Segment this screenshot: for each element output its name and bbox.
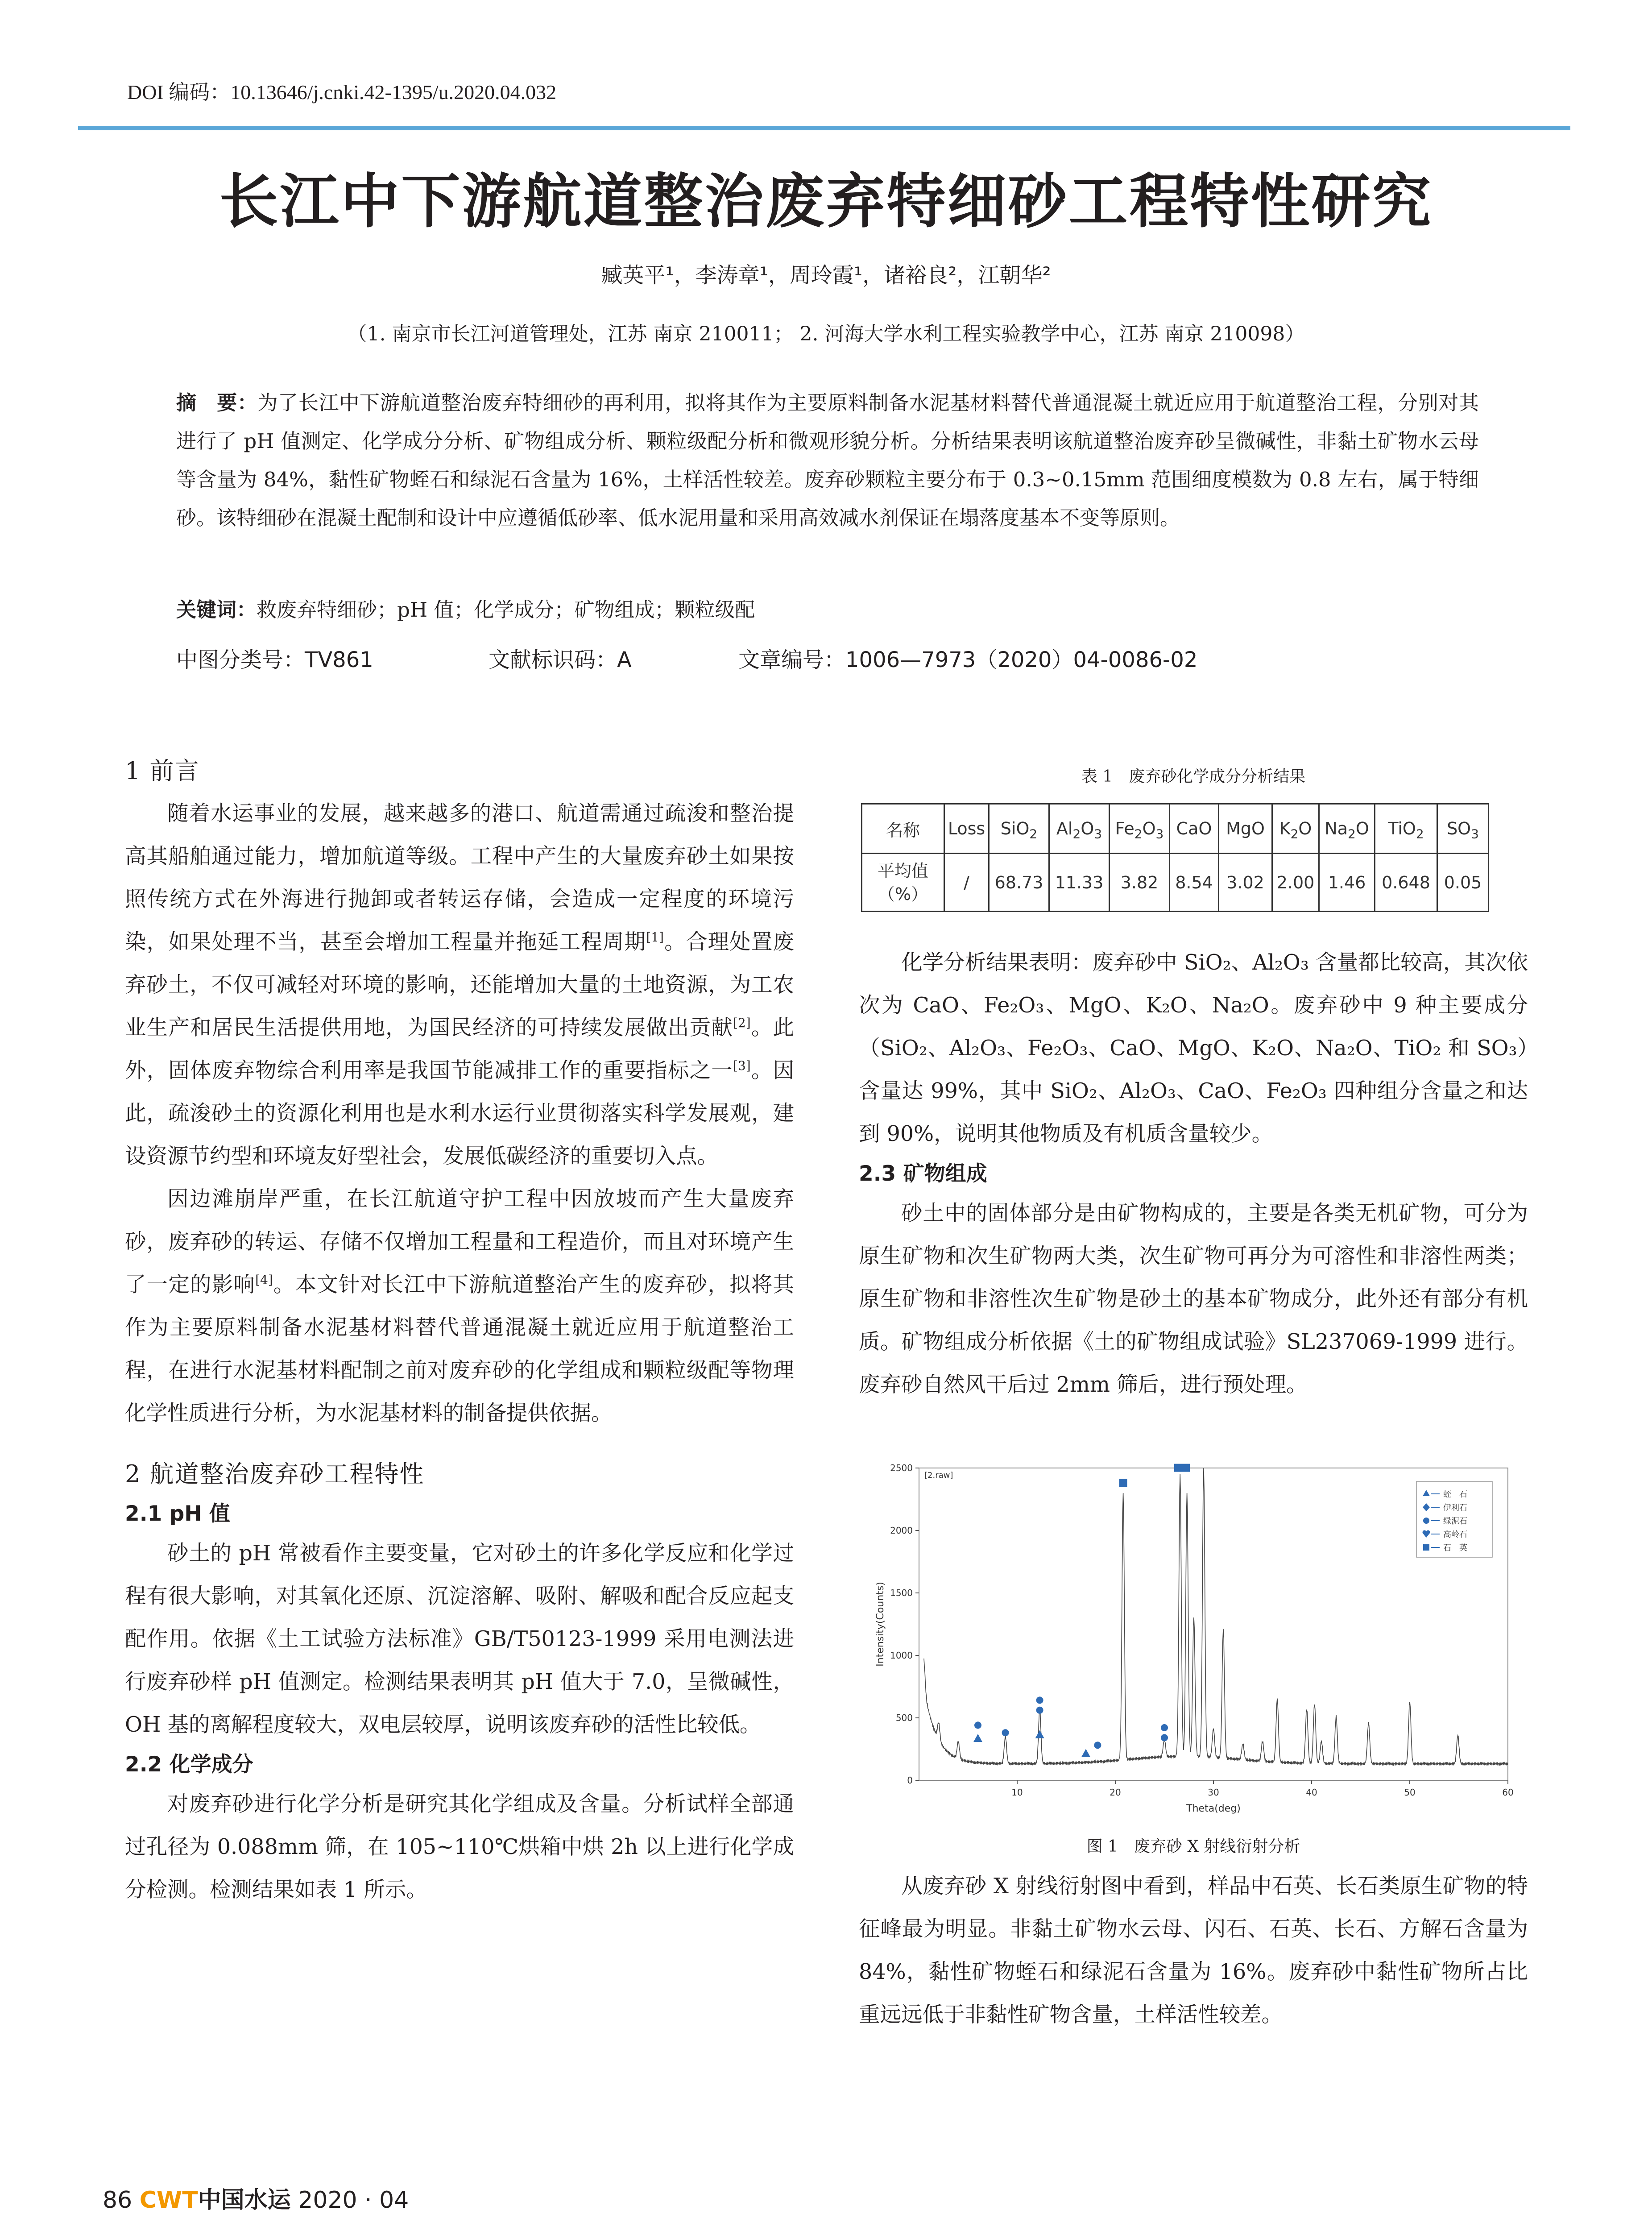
table-header-cell: SiO$_2$ (989, 804, 1049, 854)
xrd-chart (865, 1455, 1526, 1820)
citation-2[interactable]: [2] (733, 1016, 751, 1031)
x-tick-label: 60 (1502, 1787, 1514, 1798)
phase-marker (1174, 1464, 1182, 1472)
phase-marker (1182, 1464, 1190, 1472)
right-column (859, 941, 1528, 1406)
paper-title: 长江中下游航道整治废弃特细砂工程特性研究 (219, 167, 1433, 236)
after-figure-paragraph-wrap (859, 1865, 1528, 2036)
affiliations: （1. 南京市长江河道管理处，江苏 南京 210011； 2. 河海大学水利工程实验教学中心，江苏 南京 210098） (347, 323, 1305, 345)
figure-1-caption: 图 1 废弃砂 X 射线衍射分析 (1086, 1837, 1300, 1856)
table-header-cell: $SO_3$ (1437, 804, 1489, 854)
table-1 (861, 803, 1489, 912)
table-header-cell: 名称 (862, 804, 944, 854)
x-tick-label: 20 (1110, 1787, 1121, 1798)
x-tick-label: 30 (1208, 1787, 1219, 1798)
legend-label: 绿泥石 (1443, 1517, 1467, 1526)
legend-label: 高岭石 (1443, 1530, 1467, 1539)
table-header-row (862, 804, 1489, 854)
table-header-cell: MgO (1219, 804, 1272, 854)
citation-3[interactable]: [3] (733, 1058, 751, 1074)
table-cell: 8.54 (1170, 854, 1219, 912)
table-cell: 11.33 (1049, 854, 1110, 912)
table-header-cell: $Fe_2O_3$ (1110, 804, 1170, 854)
abstract-label: 摘 要： (176, 391, 258, 415)
table-cell: / (944, 854, 989, 912)
y-axis-label: Intensity(Counts) (875, 1582, 886, 1667)
clc-number: 中图分类号：TV861 (176, 647, 373, 672)
phase-marker (1035, 1730, 1044, 1738)
y-tick-label: 0 (907, 1775, 913, 1786)
section-2-2-heading: 2.2 化学成分 (125, 1752, 253, 1777)
page-number: 86 (103, 2187, 132, 2214)
phase-marker (1002, 1729, 1009, 1736)
journal-logo: CWT (139, 2187, 198, 2214)
section-2-1-heading: 2.1 pH 值 (125, 1501, 230, 1526)
left-column (125, 750, 794, 1912)
legend-marker (1423, 1544, 1429, 1551)
section-1-paragraph-1: 随着水运事业的发展，越来越多的港口、航道需通过疏浚和整治提高其船舶通过能力，增加航道等级。工程中产生的大量废弃砂土如果按照传统方式在外海进行抛卸或者转运存储，会造成一定程度的环境污染，如果处理不当，甚至会增加工程量并拖延工程周期[1]。合理处置废弃砂土，不仅可减轻对环境的影响，还能增加大量的土地资源，为工农业生产和居民生活提供用地，为国民经济的可持续发展做出贡献[2]。此外，固体废弃物综合利用率是我国节能减排工作的重要指标之一[3]。因此，疏浚砂土的资源化利用也是水利水运行业贯彻落实科学发展观，建设资源节约型和环境友好型社会，发展低碳经济的重要切入点。 (125, 801, 795, 1169)
table-row-label: 平均值 （%） (862, 854, 944, 912)
y-tick-label: 1500 (890, 1588, 913, 1598)
panel-tag: [2.raw] (924, 1471, 953, 1480)
x-tick-label: 40 (1306, 1787, 1317, 1798)
table-header-cell: Loss (944, 804, 989, 854)
y-tick-label: 2000 (890, 1525, 913, 1536)
table-cell: 0.648 (1375, 854, 1437, 912)
abstract-text: 为了长江中下游航道整治废弃特细砂的再利用，拟将其作为主要原料制备水泥基材料替代普通混凝土就近应用于航道整治工程，分别对其进行了 pH 值测定、化学成分分析、矿物组成分析、颗粒级配分析和微观形貌分析。分析结果表明该航道整治废弃砂呈微碱性，非黏土矿物水云母等含量为 84%，黏性矿物蛭石和绿泥石含量为 16%，土样活性较差。废弃砂颗粒主要分布于 0.3~0.15mm 范围细度模数为 0.8 左右，属于特细砂。该特细砂在混凝土配制和设计中应遵循低砂率、低水泥用量和采用高效减水剂保证在塌落度基本不变等原则。 (176, 391, 1479, 530)
table-header-cell: CaO (1170, 804, 1219, 854)
legend-label: 伊利石 (1443, 1503, 1467, 1513)
header-rule (78, 126, 1570, 130)
section-1-paragraph-2: 因边滩崩岸严重，在长江航道守护工程中因放坡而产生大量废弃砂，废弃砂的转运、存储不仅增加工程量和工程造价，而且对环境产生了一定的影响[4]。本文针对长江中下游航道整治产生的废弃砂，拟将其作为主要原料制备水泥基材料替代普通混凝土就近应用于航道整治工程，在进行水泥基材料配制之前对废弃砂的化学组成和颗粒级配等物理化学性质进行分析，为水泥基材料的制备提供依据。 (125, 1187, 795, 1426)
after-figure-paragraph: 从废弃砂 X 射线衍射图中看到，样品中石英、长石类原生矿物的特征峰最为明显。非黏土矿物水云母、闪石、石英、长石、方解石含量为 84%，黏性矿物蛭石和绿泥石含量为 16%。废弃砂中黏性矿物所占比重远远低于非黏性矿物含量，土样活性较差。 (859, 1874, 1528, 2027)
legend-label: 石 英 (1443, 1543, 1467, 1553)
section-2-3-paragraph: 砂土中的固体部分是由矿物构成的，主要是各类无机矿物，可分为原生矿物和次生矿物两大类，次生矿物可再分为可溶性和非溶性两类；原生矿物和非溶性次生矿物是砂土的基本矿物成分，此外还有部分有机质。矿物组成分析依据《土的矿物组成试验》SL237069-1999 进行。废弃砂自然风干后过 2mm 筛后，进行预处理。 (859, 1201, 1528, 1397)
citation-1[interactable]: [1] (646, 930, 664, 945)
table-cell: 1.46 (1319, 854, 1375, 912)
abstract (176, 384, 1479, 537)
keywords (176, 593, 1479, 622)
legend-marker (1423, 1518, 1429, 1524)
x-tick-label: 10 (1011, 1787, 1023, 1798)
chemical-analysis-paragraph: 化学分析结果表明：废弃砂中 SiO₂、Al₂O₃ 含量都比较高，其次依次为 CaO、Fe₂O₃、MgO、K₂O、Na₂O。废弃砂中 9 种主要成分（SiO₂、Al₂O₃、Fe₂O₃、CaO、MgO、K₂O、Na₂O、TiO₂ 和 SO₃）含量达 99%，其中 SiO₂、Al₂O₃、CaO、Fe₂O₃ 四种组分含量之和达到 90%，说明其他物质及有机质含量较少。 (859, 950, 1528, 1146)
section-2-heading: 2 航道整治废弃砂工程特性 (125, 1460, 425, 1488)
x-tick-label: 50 (1404, 1787, 1416, 1798)
y-tick-label: 1000 (890, 1650, 913, 1661)
table-1-caption: 表 1 废弃砂化学成分分析结果 (1081, 767, 1306, 786)
phase-marker (974, 1721, 981, 1729)
table-header-cell: $K_2O$ (1272, 804, 1319, 854)
section-2-1-paragraph: 砂土的 pH 常被看作主要变量，它对砂土的许多化学反应和化学过程有很大影响，对其氧化还原、沉淀溶解、吸附、解吸和配合反应起支配作用。依据《土工试验方法标准》GB/T50123-1999 采用电测法进行废弃砂样 pH 值测定。检测结果表明其 pH 值大于 7.0，呈微碱性，OH 基的离解程度较大，双电层较厚，说明该废弃砂的活性比较低。 (125, 1541, 794, 1737)
y-tick-label: 500 (895, 1713, 913, 1723)
table-cell: 2.00 (1272, 854, 1319, 912)
issue-number: 2020 · 04 (298, 2187, 409, 2214)
phase-marker (1036, 1707, 1043, 1714)
section-2-3-heading: 2.3 矿物组成 (859, 1161, 987, 1186)
table-cell: 68.73 (989, 854, 1049, 912)
section-1-heading: 1 前言 (125, 757, 200, 785)
document-code: 文献标识码：A (489, 647, 632, 672)
x-axis-label: Theta(deg) (1186, 1803, 1241, 1814)
phase-marker (1119, 1479, 1127, 1487)
phase-marker (973, 1734, 982, 1742)
section-2-2-paragraph: 对废弃砂进行化学分析是研究其化学组成及含量。分析试样全部通过孔径为 0.088mm 筛，在 105~110℃烘箱中烘 2h 以上进行化学成分检测。检测结果如表 1 所示。 (125, 1792, 794, 1902)
keywords-text: 救废弃特细砂；pH 值；化学成分；矿物组成；颗粒级配 (257, 598, 755, 622)
page-footer (103, 2181, 409, 2214)
doi-line: DOI 编码：10.13646/j.cnki.42-1395/u.2020.04.032 (127, 81, 557, 104)
phase-marker (1161, 1734, 1168, 1741)
citation-4[interactable]: [4] (255, 1273, 273, 1288)
phase-marker (1081, 1749, 1090, 1757)
author-list: 臧英平¹，李涛章¹，周玲霞¹，诸裕良²，江朝华² (601, 263, 1051, 288)
table-header-cell: $Na_2O$ (1319, 804, 1375, 854)
table-cell: 3.82 (1110, 854, 1170, 912)
article-number: 文章编号：1006—7973（2020）04-0086-02 (738, 647, 1198, 672)
table-cell: 0.05 (1437, 854, 1489, 912)
phase-marker (1036, 1696, 1043, 1704)
table-cell: 3.02 (1219, 854, 1272, 912)
classification-line (176, 643, 1492, 673)
legend-label: 蛭 石 (1443, 1490, 1467, 1499)
table-row (862, 854, 1489, 912)
table-header-cell: $Al_2O_3$ (1049, 804, 1110, 854)
keywords-label: 关键词： (176, 598, 257, 622)
journal-name: 中国水运 (198, 2187, 291, 2214)
table-header-cell: TiO$_2$ (1375, 804, 1437, 854)
phase-marker (1094, 1742, 1101, 1749)
y-tick-label: 2500 (890, 1463, 913, 1473)
phase-marker (1161, 1724, 1168, 1731)
